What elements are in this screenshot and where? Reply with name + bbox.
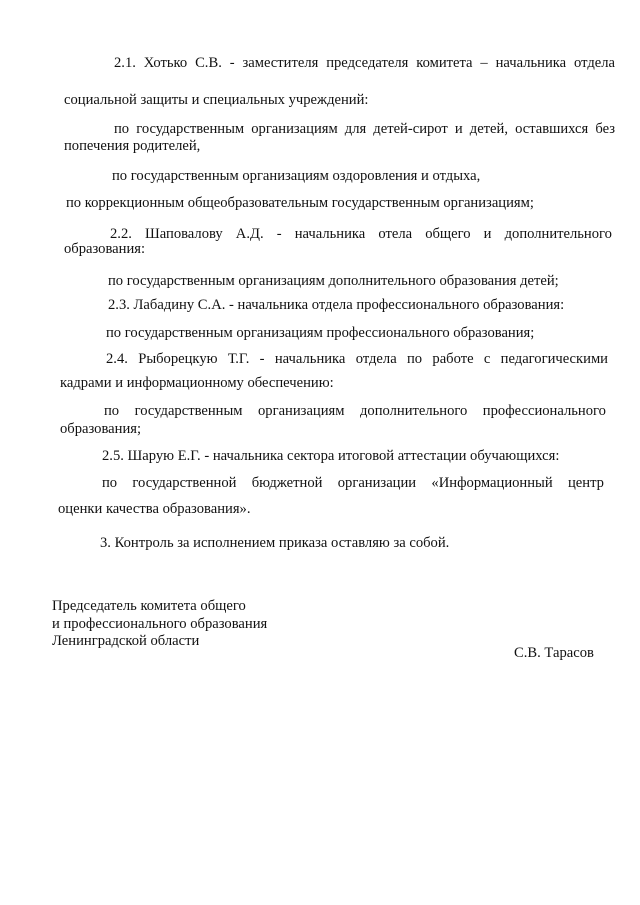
item-2-1-line-1: 2.1. Хотько С.В. - заместителя председателя комитета – начальника отдела bbox=[114, 55, 615, 71]
item-2-2-word: 2.2. bbox=[110, 226, 132, 242]
signature-position-line-3: Ленинградской области bbox=[52, 633, 200, 649]
item-2-5-sub-1-line-2: оценки качества образования». bbox=[58, 501, 251, 517]
item-2-5-line-1: 2.5. Шарую Е.Г. - начальника сектора итоговой аттестации обучающихся: bbox=[102, 448, 560, 464]
item-2-2-word: А.Д. bbox=[235, 226, 264, 242]
item-2-4-word: по bbox=[104, 403, 120, 419]
item-2-1-sub-1-line-2: попечения родителей, bbox=[64, 138, 201, 154]
item-2-2-word: отела bbox=[378, 226, 413, 242]
item-2-4-word: дополнительного bbox=[359, 403, 468, 419]
item-3: 3. Контроль за исполнением приказа оставляю за собой. bbox=[100, 535, 450, 551]
item-2-5-sub-1-line-1 bbox=[102, 474, 604, 492]
item-2-4-line-2: кадрами и информационному обеспечению: bbox=[60, 375, 334, 391]
item-2-4-sub-1-line-2: образования; bbox=[60, 421, 142, 437]
item-2-2-word: - bbox=[276, 226, 282, 242]
item-2-5-word: по bbox=[102, 475, 118, 491]
item-2-1-sub-3: по коррекционным общеобразовательным государственным организациям; bbox=[66, 195, 534, 211]
item-2-2-word: и bbox=[483, 226, 492, 242]
item-2-2-line-1 bbox=[110, 225, 612, 243]
signature-position-line-2: и профессионального образования bbox=[52, 616, 268, 632]
item-2-5-word: бюджетной bbox=[251, 475, 323, 491]
item-2-4-word: государственным bbox=[134, 403, 243, 419]
signature-position-line-1: Председатель комитета общего bbox=[52, 598, 246, 614]
item-2-3-sub-1: по государственным организациям профессионального образования; bbox=[106, 325, 535, 341]
item-2-2-word: Шаповалову bbox=[145, 226, 223, 242]
item-2-5-word: организации bbox=[337, 475, 417, 491]
item-2-1-sub-2: по государственным организациям оздоровления и отдыха, bbox=[112, 168, 481, 184]
item-2-5-word: «Информационный bbox=[431, 475, 553, 491]
item-2-5-word: государственной bbox=[132, 475, 237, 491]
item-2-2-word: общего bbox=[425, 226, 471, 242]
item-2-3-line-1: 2.3. Лабадину С.А. - начальника отдела профессионального образования: bbox=[108, 297, 565, 313]
item-2-1-line-2: социальной защиты и специальных учреждений: bbox=[64, 92, 369, 108]
item-2-4-word: организациям bbox=[258, 403, 345, 419]
item-2-5-word: центр bbox=[567, 475, 604, 491]
item-2-4-sub-1-line-1 bbox=[104, 402, 606, 420]
item-2-1-sub-1-line-1: по государственным организациям для детей-сирот и детей, оставшихся без bbox=[114, 121, 615, 137]
item-2-2-sub-1: по государственным организациям дополнительного образования детей; bbox=[108, 273, 559, 289]
item-2-2-word: дополнительного bbox=[504, 226, 612, 242]
item-2-4-line-1: 2.4. Рыборецкую Т.Г. - начальника отдела по работе с педагогическими bbox=[106, 351, 608, 367]
item-2-2-line-2: образования: bbox=[64, 241, 146, 257]
signature-name: С.В. Тарасов bbox=[514, 645, 594, 661]
item-2-2-word: начальника bbox=[294, 226, 366, 242]
item-2-4-word: профессионального bbox=[482, 403, 606, 419]
